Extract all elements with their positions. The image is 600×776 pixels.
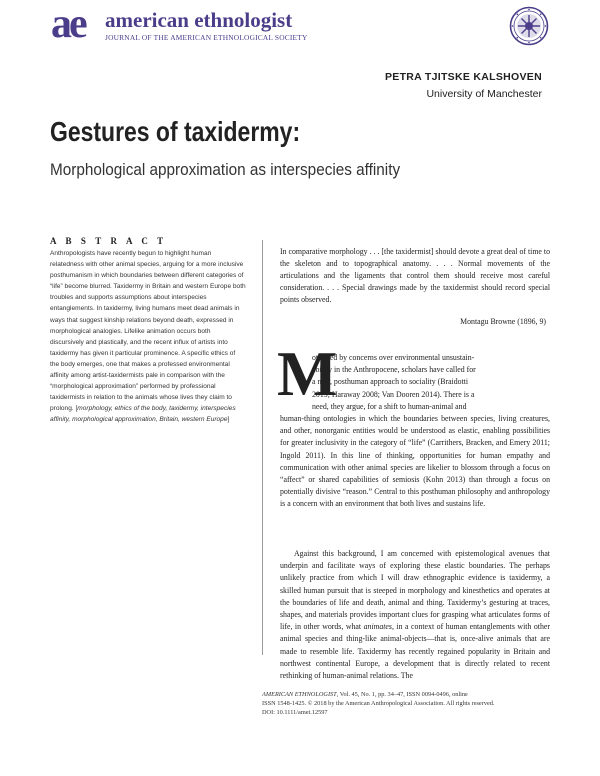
epigraph-quote: In comparative morphology . . . [the taxidermist] should devote a great deal of time to the skeleton and to topographical anatomy. . . . Normal movements of the articulations and the ligaments that control them should receive most careful consideration. . . . Special drawings made by the taxidermist should record special points observed. (280, 247, 550, 305)
journal-logo-mark: ae (51, 1, 85, 47)
drop-cap: M (277, 338, 338, 409)
abstract-keywords: morphology, ethics of the body, taxidermy, interspecies affinity, morphological approximation, Britain, western Europe (50, 405, 236, 424)
body-paragraph-2-start: Against this background, I am concerned with epistemological avenues that underpin and facilitate ways of exploring these elastic boundaries. The perhaps unlikely practice from which I will draw ethnographic evidence is taxidermy, a skilled human pursuit that is steeped in morphology and kinesthetics and operates at the boundaries of life and death, animal and thing. Taxidermy’s gesturing at traces, shapes, and materials provides important clues for grasping what articulates forms of life, in other words, what (280, 549, 550, 632)
abstract (50, 236, 246, 426)
column-divider (262, 240, 263, 655)
abstract-close: ] (227, 416, 230, 424)
footer-doi: DOI: 10.1111/amet.12597 (262, 709, 328, 717)
body-emphasis: animates (363, 622, 392, 632)
journal-subtitle: JOURNAL OF THE AMERICAN ETHNOLOGICAL SOCIETY (105, 33, 308, 42)
article-title: Gestures of taxidermy: (50, 116, 301, 147)
footer-line-2: ISSN 1548-1425. © 2018 by the American Anthropological Association. All rights reserved. (262, 700, 495, 708)
journal-name: american ethnologist (105, 8, 293, 32)
body-line: need, they argue, for a shift to human-animal and (312, 401, 467, 411)
body-line: 2013; Haraway 2008; Van Dooren 2014). There is a (312, 389, 475, 399)
epigraph-citation: Montagu Browne (1896, 9) (460, 317, 546, 326)
journal-header (51, 1, 551, 50)
article-subtitle: Morphological approximation as interspecies affinity (50, 160, 401, 179)
footer-journal-ref: AMERICAN ETHNOLOGIST (262, 691, 337, 698)
body-paragraph-1 (280, 352, 550, 511)
body-line: otivated by concerns over environmental unsustain- (312, 353, 475, 362)
body-paragraph-2 (280, 548, 550, 682)
footer-volume: , Vol. 45, No. 1, pp. 34–47, ISSN 0094-0496, online (336, 691, 468, 698)
author-affiliation: University of Manchester (426, 88, 542, 100)
body-paragraph-2-end: , in a context of human entanglements with other animal species and thing-like animal-objects—that is, once-alive animals that are made to resemble life. Taxidermy has recently regained popularity in Britain and northwest continental Europe, a development that is directly related to recent rethinking of human-animal relations. The (280, 622, 550, 681)
abstract-text (50, 248, 246, 426)
body-line: ability in the Anthropocene, scholars have called for (312, 365, 476, 375)
society-seal-icon (509, 6, 549, 46)
body-line: a new, posthuman approach to sociality (Braidotti (312, 377, 469, 387)
article-footer (262, 690, 552, 717)
author-name: PETRA TJITSKE KALSHOVEN (384, 71, 542, 83)
abstract-body: Anthropologists have recently begun to highlight human relatedness with other animal species, arguing for a more inclusive posthumanism in which boundaries between different categories of “life” become blurred. Taxidermy in Britain and western Europe both troubles and supports assumptions about interspecies entanglements. In taxidermy, living humans meet dead animals in ways that suggest kinship relations beyond death, expressed in morphological analogies. Lifelike animation occurs both discursively and plastically, and the recent influx of artists into taxidermy has given it particular prominence. A specific ethics of the body emerges, one that makes a professed environmental affinity among artist-taxidermists pale in comparison with the “morphological approximation” performed by professional taxidermists in relation to the animals whose lives they claim to prolong. [ (50, 250, 246, 413)
abstract-heading: A B S T R A C T (50, 236, 167, 246)
footer-line-1 (262, 690, 552, 699)
body-paragraph-1-rest: human-thing ontologies in which the boundaries between species, living creatures, and other, nonorganic entities would be understood as elastic, enabling possibilities for greater inclusivity in the category of “life” (Carrithers, Bracken, and Emery 2011; Ingold 2011). In this line of thinking, opportunities for human empathy and communication with other animal species are likelier to blossom through a focus on “affect” or shared capabilities of semiosis (Kohn 2013) than through a focus on potentially divisive “reason.” Central to this posthuman philosophy and anthropology is a concern with an environment that both lives and sustains life. (280, 414, 550, 509)
